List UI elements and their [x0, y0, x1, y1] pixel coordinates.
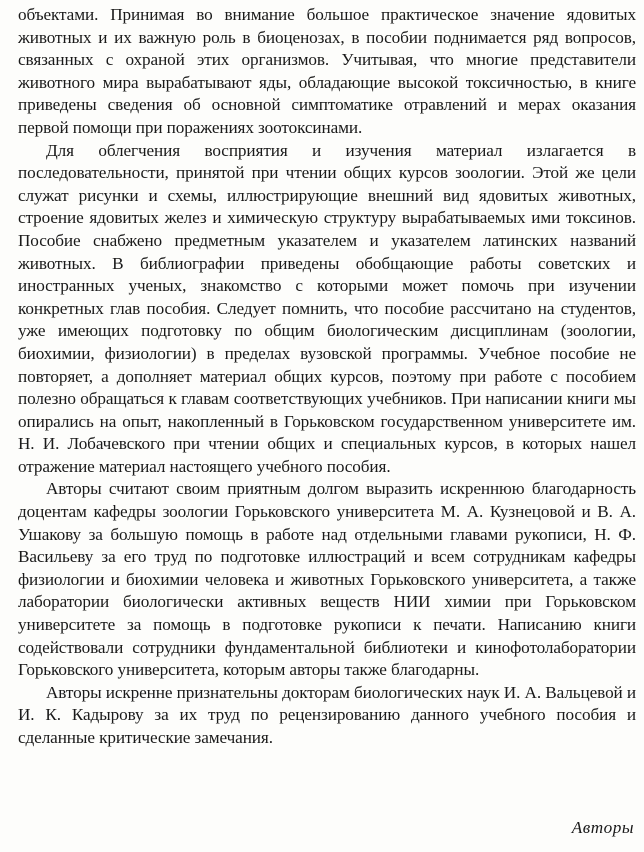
body-text	[18, 4, 636, 750]
paragraph-structure: Для облегчения восприятия и изучения материал излагается в последовательности, принятой при чтении общих курсов зоологии. Этой же цели служат рисунки и схемы, иллюстрирующие внешний вид ядовитых животных, строение ядовитых желез и химическую структуру вырабатываемых ими токсинов. Пособие снабжено предметным указателем и указателем латинских названий животных. В библиографии приведены обобщающие работы советских и иностранных ученых, знакомство с которыми может помочь при изучении конкретных глав пособия. Следует помнить, что пособие рассчитано на студентов, уже имеющих подготовку по общим биологическим дисциплинам (зоологии, биохимии, физиологии) в пределах вузовской программы. Учебное пособие не повторяет, а дополняет материал общих курсов, поэтому при работе с пособием полезно обращаться к главам соответствующих учебников. При написании книги мы опирались на опыт, накопленный в Горьковском государственном университете им. Н. И. Лобачевского при чтении общих и специальных курсов, в которых нашел отражение материал настоящего учебного пособия.	[18, 140, 636, 476]
authors-signature: Авторы	[571, 818, 634, 837]
paragraph-intro-continuation: объектами. Принимая во внимание большое практическое значение ядовитых животных и их важную роль в биоценозах, в пособии поднимается ряд вопросов, связанных с охраной этих организмов. Учитывая, что многие представители животного мира вырабатывают яды, обладающие высокой токсичностью, в книге приведены сведения об основной симптоматике отравлений и мерах оказания первой помощи при поражениях зоотоксинами.	[18, 5, 636, 137]
paragraph-reviewers: Авторы искренне признательны докторам биологических наук И. А. Вальцевой и И. К. Кадырову за их труд по рецензированию данного учебного пособия и сделанные критические замечания.	[18, 682, 636, 747]
paragraph-acknowledgements: Авторы считают своим приятным долгом выразить искреннюю благодарность доцентам кафедры зоологии Горьковского университета М. А. Кузнецовой и В. А. Ушакову за большую помощь в работе над отдельными главами рукописи, Н. Ф. Васильеву за его труд по подготовке иллюстраций и всем сотрудникам кафедры физиологии и биохимии человека и животных Горьковского университета, а также лаборатории биологически активных веществ НИИ химии при Горьковском университете за помощь в подготовке рукописи к печати. Написанию книги содействовали сотрудники фундаментальной библиотеки и кинофотолаборатории Горьковского университета, которым авторы также благодарны.	[18, 479, 636, 680]
